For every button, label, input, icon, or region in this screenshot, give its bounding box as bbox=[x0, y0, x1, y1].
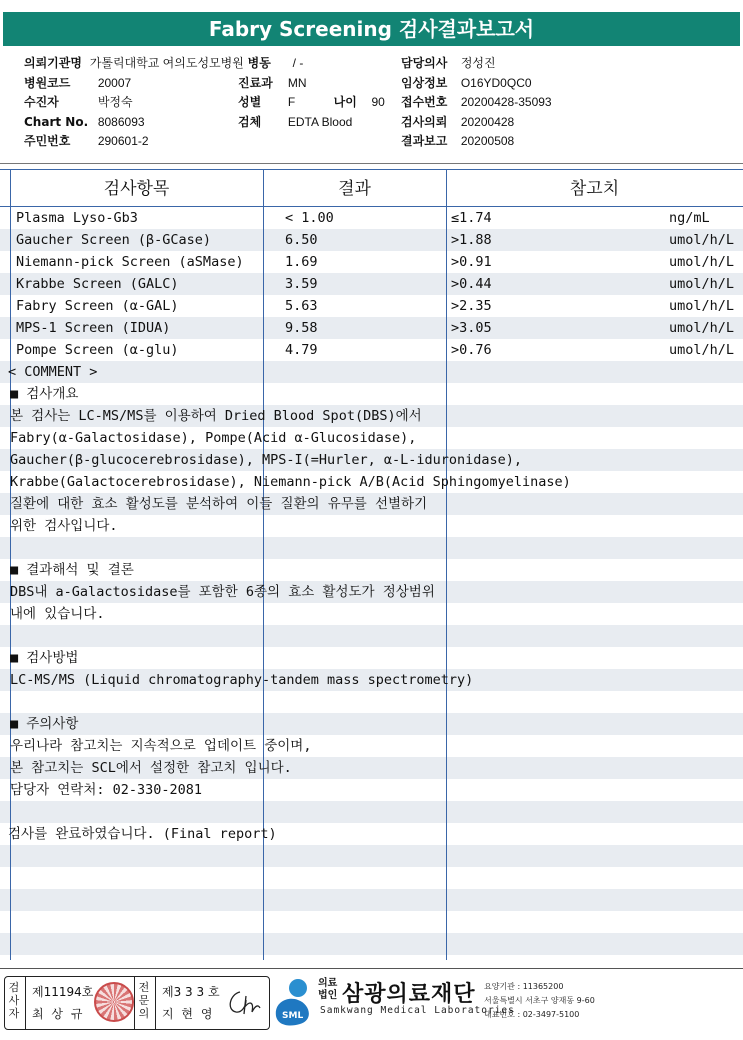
sex-value: F bbox=[287, 95, 296, 109]
reference-range: >3.05 bbox=[451, 320, 492, 336]
unit: umol/h/L bbox=[669, 320, 735, 336]
signature-icon bbox=[222, 986, 262, 1020]
table-row bbox=[0, 251, 743, 273]
reference-range: >1.88 bbox=[451, 232, 492, 248]
table-top-border bbox=[0, 169, 743, 170]
comment-line: Fabry(α-Galactosidase), Pompe(Acid α-Glucosidase), bbox=[10, 430, 417, 446]
comment-section-heading: ■ 주의사항 bbox=[10, 716, 79, 732]
row-band bbox=[0, 537, 743, 559]
row-band bbox=[0, 801, 743, 823]
ssn-value: 290601-2 bbox=[97, 134, 149, 148]
divider bbox=[0, 163, 743, 164]
header-result: 결과 bbox=[338, 179, 371, 199]
doctor-row bbox=[401, 54, 496, 74]
comment-line: 위한 검사입니다. bbox=[10, 518, 118, 534]
table-row bbox=[0, 207, 743, 229]
table-row bbox=[0, 317, 743, 339]
test-name: Plasma Lyso-Gb3 bbox=[16, 210, 138, 226]
row-band bbox=[0, 845, 743, 867]
report-row bbox=[401, 132, 514, 152]
comment-line: 우리나라 참고치는 지속적으로 업데이트 중이며, bbox=[10, 738, 312, 754]
report-value: 20200508 bbox=[460, 134, 515, 148]
row-band bbox=[0, 889, 743, 911]
sex-age-row bbox=[238, 93, 385, 113]
divider bbox=[155, 976, 156, 1030]
comment-line: 내에 있습니다. bbox=[10, 606, 105, 622]
reference-range: >0.91 bbox=[451, 254, 492, 270]
test-result: < 1.00 bbox=[285, 210, 334, 226]
test-name: Fabry Screen (α-GAL) bbox=[16, 298, 179, 314]
test-result: 3.59 bbox=[285, 276, 318, 292]
test-name: Pompe Screen (α-glu) bbox=[16, 342, 179, 358]
specimen-row bbox=[238, 113, 352, 133]
comment-line: DBS내 a-Galactosidase를 포함한 6종의 효소 활성도가 정상범위 bbox=[10, 584, 435, 600]
specimen-value: EDTA Blood bbox=[287, 115, 353, 129]
age-label: 나이 bbox=[333, 95, 357, 109]
ward-value: / - bbox=[292, 56, 304, 70]
specialist-label: 전문의 bbox=[138, 981, 150, 1020]
reference-range: ≤1.74 bbox=[451, 210, 492, 226]
hospital-code-value: 20007 bbox=[97, 76, 132, 90]
test-name: Niemann-pick Screen (aSMase) bbox=[16, 254, 244, 270]
unit: umol/h/L bbox=[669, 276, 735, 292]
chart-row bbox=[24, 113, 145, 133]
test-name: Krabbe Screen (GALC) bbox=[16, 276, 179, 292]
org-phone: 대표번호 : 02-3497-5100 bbox=[484, 1010, 580, 1019]
clinical-value: O16YD0QC0 bbox=[460, 76, 532, 90]
sex-label: 성별 bbox=[238, 95, 262, 109]
table-row bbox=[0, 229, 743, 251]
table-row bbox=[0, 339, 743, 361]
test-result: 5.63 bbox=[285, 298, 318, 314]
row-band bbox=[0, 933, 743, 955]
comment-line: Krabbe(Galactocerebrosidase), Niemann-pick A/B(Acid Sphingomyelinase) bbox=[10, 474, 571, 490]
comment-line: 본 참고치는 SCL에서 설정한 참고치 입니다. bbox=[10, 760, 292, 776]
comment-line: 검사를 완료하였습니다. (Final report) bbox=[8, 826, 277, 842]
tester-license-no: 제11194호 bbox=[32, 985, 94, 999]
comment-section-heading: ■ 결과해석 및 결론 bbox=[10, 562, 134, 578]
tester-name: 최 상 규 bbox=[32, 1007, 85, 1021]
chart-label: Chart No. bbox=[24, 115, 89, 129]
request-row bbox=[401, 113, 514, 133]
specialist-name: 지 현 영 bbox=[162, 1007, 215, 1021]
doctor-label: 담당의사 bbox=[401, 56, 448, 70]
test-result: 6.50 bbox=[285, 232, 318, 248]
comment-line: LC-MS/MS (Liquid chromatography-tandem mass spectrometry) bbox=[10, 672, 474, 688]
ward-label: 병동 bbox=[247, 56, 271, 70]
specimen-label: 검체 bbox=[238, 115, 262, 129]
dept-row bbox=[238, 74, 307, 94]
unit: umol/h/L bbox=[669, 342, 735, 358]
institution-value: 가톨릭대학교 여의도성모병원 bbox=[89, 56, 244, 70]
comment-header: < COMMENT > bbox=[8, 364, 98, 380]
header-reference: 참고치 bbox=[569, 179, 620, 199]
row-band bbox=[0, 625, 743, 647]
unit: umol/h/L bbox=[669, 254, 735, 270]
request-label: 검사의뢰 bbox=[401, 115, 448, 129]
test-name: Gaucher Screen (β-GCase) bbox=[16, 232, 212, 248]
org-address: 서울특별시 서초구 양재동 9-60 bbox=[484, 996, 595, 1005]
unit: umol/h/L bbox=[669, 232, 735, 248]
patient-name: 박정숙 bbox=[97, 95, 133, 109]
test-name: MPS-1 Screen (IDUA) bbox=[16, 320, 171, 336]
org-prefix bbox=[318, 978, 340, 1002]
age-value: 90 bbox=[371, 95, 385, 109]
clinical-row bbox=[401, 74, 532, 94]
report-title: Fabry Screening 검사결과보고서 bbox=[3, 12, 740, 46]
ssn-label: 주민번호 bbox=[24, 134, 71, 148]
report-label: 결과보고 bbox=[401, 134, 448, 148]
comment-section-heading: ■ 검사개요 bbox=[10, 386, 79, 402]
comment-line: 질환에 대한 효소 활성도를 분석하여 이들 질환의 유무를 선별하기 bbox=[10, 496, 428, 512]
unit: ng/mL bbox=[669, 210, 710, 226]
comment-line: 본 검사는 LC-MS/MS를 이용하여 Dried Blood Spot(DBS)에서 bbox=[10, 408, 422, 424]
doctor-value: 정성진 bbox=[460, 56, 496, 70]
accession-label: 접수번호 bbox=[401, 95, 448, 109]
reference-range: >2.35 bbox=[451, 298, 492, 314]
row-band bbox=[0, 361, 743, 383]
tester-label: 검사자 bbox=[8, 981, 20, 1020]
patient-row bbox=[24, 93, 133, 113]
unit: umol/h/L bbox=[669, 298, 735, 314]
clinical-label: 임상정보 bbox=[401, 76, 448, 90]
comment-line: Gaucher(β-glucocerebrosidase), MPS-I(=Hurler, α-L-iduronidase), bbox=[10, 452, 523, 468]
footer-divider bbox=[0, 968, 743, 969]
reference-range: >0.44 bbox=[451, 276, 492, 292]
test-result: 4.79 bbox=[285, 342, 318, 358]
dept-value: MN bbox=[287, 76, 307, 90]
institution-row bbox=[24, 54, 303, 74]
org-name: 삼광의료재단 bbox=[342, 982, 476, 1007]
divider bbox=[134, 976, 135, 1030]
divider bbox=[25, 976, 26, 1030]
row-band bbox=[0, 713, 743, 735]
seal-stamp-icon bbox=[94, 982, 134, 1022]
org-code: 요양기관 : 11365200 bbox=[484, 982, 564, 991]
sml-logo-icon bbox=[270, 976, 316, 1028]
sml-logo-text: SML bbox=[282, 1011, 304, 1021]
hospital-code-label: 병원코드 bbox=[24, 76, 71, 90]
reference-range: >0.76 bbox=[451, 342, 492, 358]
patient-label: 수진자 bbox=[24, 95, 59, 109]
table-row bbox=[0, 295, 743, 317]
institution-label: 의뢰기관명 bbox=[24, 56, 82, 70]
hospital-code-row bbox=[24, 74, 131, 94]
org-prefix-text: 의료법인 bbox=[318, 978, 338, 1001]
comment-line: 담당자 연락처: 02-330-2081 bbox=[10, 782, 203, 798]
chart-value: 8086093 bbox=[97, 115, 145, 129]
ssn-row bbox=[24, 132, 149, 152]
test-result: 9.58 bbox=[285, 320, 318, 336]
specialist-license-no: 제3 3 3 호 bbox=[162, 985, 220, 999]
request-value: 20200428 bbox=[460, 115, 515, 129]
comment-section-heading: ■ 검사방법 bbox=[10, 650, 79, 666]
org-english-name: Samkwang Medical Laboratories bbox=[320, 1005, 515, 1016]
dept-label: 진료과 bbox=[238, 76, 273, 90]
table-row bbox=[0, 273, 743, 295]
accession-row bbox=[401, 93, 552, 113]
accession-value: 20200428-35093 bbox=[460, 95, 552, 109]
header-test-item: 검사항목 bbox=[103, 179, 170, 199]
test-result: 1.69 bbox=[285, 254, 318, 270]
